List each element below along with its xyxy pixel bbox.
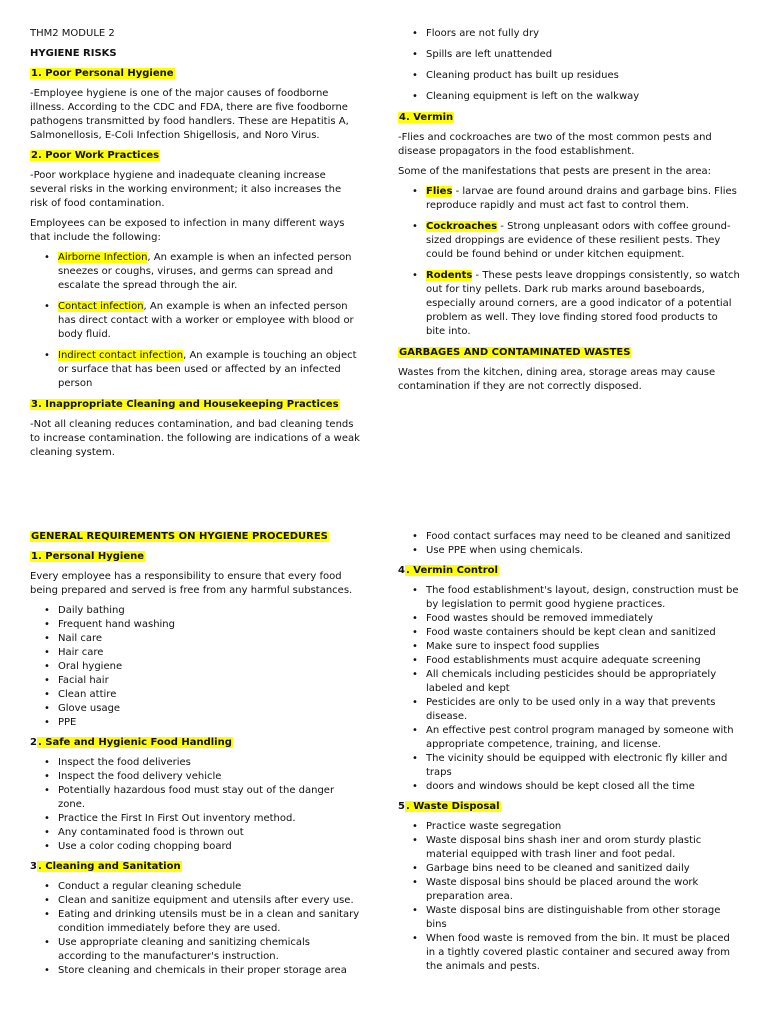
list-item: • Conduct a regular cleaning schedule xyxy=(58,880,360,894)
list-item: • Waste disposal bins shash iner and orom sturdy plastic material equipped with trash liner and foot pedal. xyxy=(426,834,740,862)
list-item: • Floors are not fully dry xyxy=(426,27,740,41)
poor-work-practices-body: -Poor workplace hygiene and inadequate cleaning increase several risks in the working environment; it also increases the risk of food contamination. xyxy=(30,170,342,209)
list-item: • Use PPE when using chemicals. xyxy=(426,544,740,558)
list-item: • Any contaminated food is thrown out xyxy=(58,826,360,840)
personal-hygiene-heading: 1. Personal Hygiene xyxy=(31,551,145,562)
waste-disposal-heading: 5. Waste Disposal xyxy=(398,801,500,812)
vermin-control-list xyxy=(398,584,740,794)
list-item: • Practice the First In First Out inventory method. xyxy=(58,812,360,826)
cleaning-sanitation-heading: 3. Cleaning and Sanitation xyxy=(30,861,181,872)
list-item: • Hair care xyxy=(58,646,360,660)
list-item: • Clean attire xyxy=(58,688,360,702)
poor-work-practices-heading: 2. Poor Work Practices xyxy=(31,150,160,161)
general-requirements-title: GENERAL REQUIREMENTS ON HYGIENE PROCEDURES xyxy=(31,531,328,542)
list-item: • Food wastes should be removed immediately xyxy=(426,612,740,626)
list-item: • The vicinity should be equipped with electronic fly killer and traps xyxy=(426,752,740,780)
infection-intro: Employees can be exposed to infection in many different ways that include the following: xyxy=(30,218,345,243)
poor-personal-hygiene-body: -Employee hygiene is one of the major causes of foodborne illness. According to the CDC and FDA, there are five foodborne pathogens transmitted by food handlers. These are Hepatitis A, Salmonellosis, E-Coli Infection Shigellosis, and Noro Virus. xyxy=(30,88,349,141)
list-item: • Food waste containers should be kept clean and sanitized xyxy=(426,626,740,640)
poor-personal-hygiene-heading: 1. Poor Personal Hygiene xyxy=(31,68,174,79)
list-item: • Practice waste segregation xyxy=(426,820,740,834)
inappropriate-cleaning-heading: 3. Inappropriate Cleaning and Housekeeping Practices xyxy=(31,399,339,410)
list-item: • Glove usage xyxy=(58,702,360,716)
inappropriate-cleaning-body: -Not all cleaning reduces contamination, and bad cleaning tends to increase contamination. the following are indications of a weak cleaning system. xyxy=(30,419,360,458)
list-item: • Waste disposal bins should be placed around the work preparation area. xyxy=(426,876,740,904)
vermin-control-heading: 4. Vermin Control xyxy=(398,565,498,576)
list-item: • Garbage bins need to be cleaned and sanitized daily xyxy=(426,862,740,876)
garbages-heading: GARBAGES AND CONTAMINATED WASTES xyxy=(399,347,631,358)
list-item: • Make sure to inspect food supplies xyxy=(426,640,740,654)
waste-disposal-list xyxy=(398,820,740,974)
list-item: • Nail care xyxy=(58,632,360,646)
list-item: • Cockroaches - Strong unpleasant odors with coffee ground-sized droppings are evidence of these resilient pests. They could be found behind or under kitchen equipment. xyxy=(426,220,740,262)
list-item: • Cleaning product has built up residues xyxy=(426,69,740,83)
infection-list xyxy=(30,251,360,391)
list-item: • Rodents - These pests leave droppings consistently, so watch out for tiny pellets. Dark rub marks around baseboards, especially around corners, are a good indicator of a potential problem as well. They love finding stored food products to bite into. xyxy=(426,269,740,339)
bottom-right-column xyxy=(398,530,740,980)
list-item: • PPE xyxy=(58,716,360,730)
list-item: • Airborne Infection, An example is when an infected person sneezes or coughs, viruses, and germs can spread and escalate the spread through the air. xyxy=(58,251,360,293)
garbages-body: Wastes from the kitchen, dining area, storage areas may cause contamination if they are not correctly disposed. xyxy=(398,367,716,392)
list-item: • Food establishments must acquire adequate screening xyxy=(426,654,740,668)
cleaning-continued-list xyxy=(398,530,740,558)
hygiene-risks-title: HYGIENE RISKS xyxy=(30,48,117,59)
cleaning-sanitation-list xyxy=(30,880,360,978)
module-title: THM2 MODULE 2 xyxy=(30,28,115,39)
vermin-heading: 4. Vermin xyxy=(399,112,454,123)
list-item: • Waste disposal bins are distinguishable from other storage bins xyxy=(426,904,740,932)
food-handling-heading: 2. Safe and Hygienic Food Handling xyxy=(30,737,232,748)
list-item: • When food waste is removed from the bin. It must be placed in a tightly covered plastic container and secured away from the animals and pests. xyxy=(426,932,740,974)
pest-list xyxy=(398,185,740,339)
food-handling-list xyxy=(30,756,360,854)
pest-manifestations-intro: Some of the manifestations that pests are present in the area: xyxy=(398,166,712,177)
list-item: • The food establishment's layout, design, construction must be by legislation to permit good hygiene practices. xyxy=(426,584,740,612)
list-item: • Clean and sanitize equipment and utensils after every use. xyxy=(58,894,360,908)
weak-cleaning-list xyxy=(398,27,740,104)
list-item: • Potentially hazardous food must stay out of the danger zone. xyxy=(58,784,360,812)
list-item: • Flies - larvae are found around drains and garbage bins. Flies reproduce rapidly and must act fast to control them. xyxy=(426,185,740,213)
list-item: • Pesticides are only to be used only in a way that prevents disease. xyxy=(426,696,740,724)
list-item: • Use appropriate cleaning and sanitizing chemicals according to the manufacturer's instruction. xyxy=(58,936,360,964)
personal-hygiene-list xyxy=(30,604,360,730)
list-item: • Contact infection, An example is when an infected person has direct contact with a worker or employee with blood or body fluid. xyxy=(58,300,360,342)
top-left-column xyxy=(30,27,360,466)
list-item: • Inspect the food deliveries xyxy=(58,756,360,770)
list-item: • Cleaning equipment is left on the walkway xyxy=(426,90,740,104)
list-item: • Use a color coding chopping board xyxy=(58,840,360,854)
vermin-body: -Flies and cockroaches are two of the most common pests and disease propagators in the food establishment. xyxy=(398,132,712,157)
list-item: • All chemicals including pesticides should be appropriately labeled and kept xyxy=(426,668,740,696)
list-item: • An effective pest control program managed by someone with appropriate competence, training, and license. xyxy=(426,724,740,752)
list-item: • Inspect the food delivery vehicle xyxy=(58,770,360,784)
list-item: • Food contact surfaces may need to be cleaned and sanitized xyxy=(426,530,740,544)
list-item: • Eating and drinking utensils must be in a clean and sanitary condition immediately before they are used. xyxy=(58,908,360,936)
list-item: • Indirect contact infection, An example is touching an object or surface that has been used or affected by an infected person xyxy=(58,349,360,391)
top-right-column xyxy=(398,27,740,400)
personal-hygiene-body: Every employee has a responsibility to ensure that every food being prepared and served is free from any harmful substances. xyxy=(30,571,353,596)
list-item: • Oral hygiene xyxy=(58,660,360,674)
list-item: • Facial hair xyxy=(58,674,360,688)
list-item: • Store cleaning and chemicals in their proper storage area xyxy=(58,964,360,978)
list-item: • Frequent hand washing xyxy=(58,618,360,632)
bottom-left-column xyxy=(30,530,360,984)
list-item: • Daily bathing xyxy=(58,604,360,618)
list-item: • doors and windows should be kept closed all the time xyxy=(426,780,740,794)
list-item: • Spills are left unattended xyxy=(426,48,740,62)
